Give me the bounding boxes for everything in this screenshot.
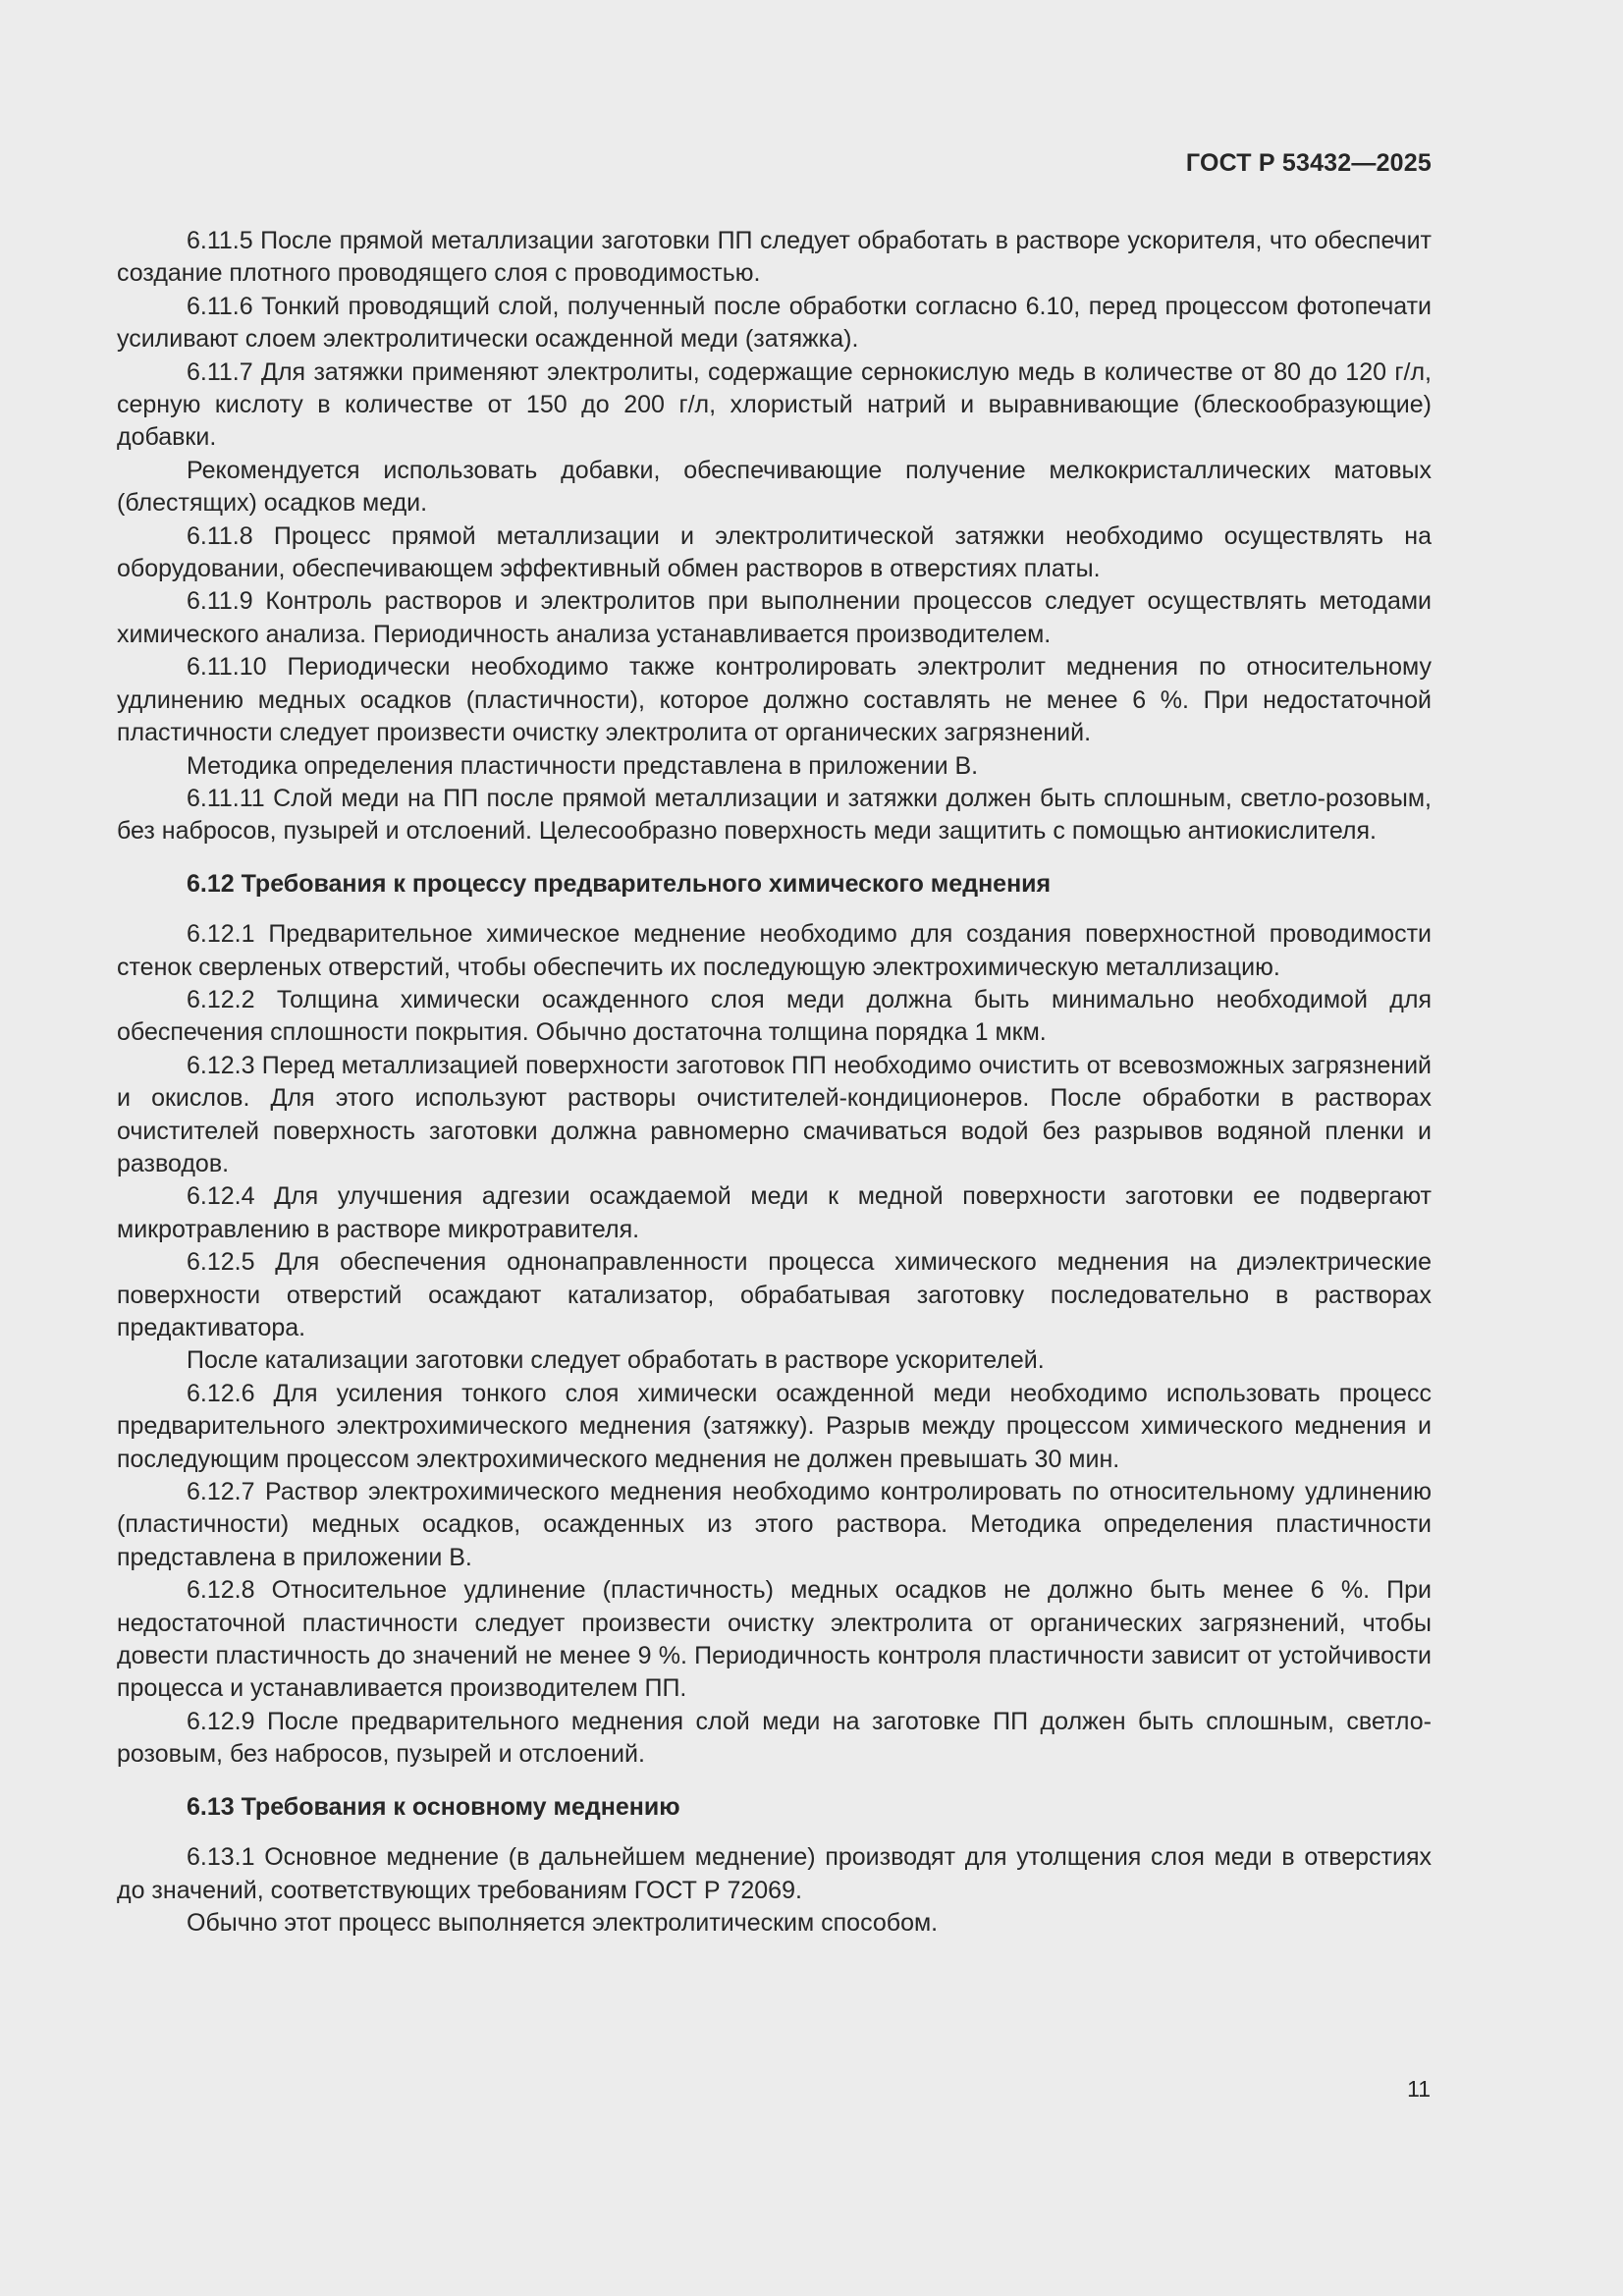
paragraph-6-12-7: 6.12.7 Раствор электрохимического меднения необходимо контролировать по относительному удлинению (пластичности) медных осадков, осажденных из этого раствора. Методика определения пластичности представлена в приложении В. (117, 1478, 1432, 1571)
paragraph-6-12-5: 6.12.5 Для обеспечения однонаправленности процесса химического меднения на диэлектрические поверхности отверстий осаждают катализатор, обрабатывая заготовку последовательно в растворах предактиватора. (117, 1248, 1432, 1341)
paragraph-catalysis-followup: После катализации заготовки следует обработать в растворе ускорителей. (187, 1346, 1045, 1375)
document-body (117, 225, 1432, 1940)
paragraph-6-12-3: 6.12.3 Перед металлизацией поверхности заготовок ПП необходимо очистить от всевозможных загрязнений и окислов. Для этого используют растворы очистителей-кондиционеров. После обработки в растворах очистителей поверхность заготовки должна равномерно смачиваться водой без разрывов водяной пленки и разводов. (117, 1051, 1432, 1177)
paragraph-6-11-10: 6.11.10 Периодически необходимо также контролировать электролит меднения по относительному удлинению медных осадков (пластичности), которое должно составлять не менее 6 %. При недостаточной пластичности следует произвести очистку электролита от органических загрязнений. (117, 653, 1432, 747)
document-code-header: ГОСТ Р 53432—2025 (1185, 149, 1432, 177)
page-number: 11 (1407, 2076, 1431, 2102)
section-heading-6-13: 6.13 Требования к основному меднению (187, 1792, 680, 1821)
paragraph-6-11-11: 6.11.11 Слой меди на ПП после прямой металлизации и затяжки должен быть сплошным, светло-розовым, без набросов, пузырей и отслоений. Целесообразно поверхность меди защитить с помощью антиокислителя. (117, 784, 1432, 846)
paragraph-6-11-5: 6.11.5 После прямой металлизации заготовки ПП следует обработать в растворе ускорителя, что обеспечит создание плотного проводящего слоя с проводимостью. (117, 227, 1432, 288)
paragraph-6-12-9: 6.12.9 После предварительного меднения слой меди на заготовке ПП должен быть сплошным, светло-розовым, без набросов, пузырей и отслоений. (117, 1707, 1432, 1769)
paragraph-6-11-9: 6.11.9 Контроль растворов и электролитов при выполнении процессов следует осуществлять методами химического анализа. Периодичность анализа устанавливается производителем. (117, 587, 1432, 648)
paragraph-6-12-2: 6.12.2 Толщина химически осажденного слоя меди должна быть минимально необходимой для обеспечения сплошности покрытия. Обычно достаточна толщина порядка 1 мкм. (117, 985, 1432, 1047)
paragraph-6-12-1: 6.12.1 Предварительное химическое меднение необходимо для создания поверхностной проводимости стенок сверленых отверстий, чтобы обеспечить их последующую электрохимическую металлизацию. (117, 920, 1432, 981)
section-heading-6-12: 6.12 Требования к процессу предварительного химического меднения (187, 869, 1052, 898)
paragraph-6-12-6: 6.12.6 Для усиления тонкого слоя химически осажденной меди необходимо использовать процесс предварительного электрохимического меднения (затяжку). Разрыв между процессом химического меднения и последующим процессом электрохимического меднения не должен превышать 30 мин. (117, 1379, 1432, 1473)
paragraph-plasticity-method: Методика определения пластичности представлена в приложении В. (187, 751, 979, 780)
paragraph-electrolytic-method: Обычно этот процесс выполняется электролитическим способом. (187, 1908, 939, 1937)
paragraph-6-12-4: 6.12.4 Для улучшения адгезии осаждаемой меди к медной поверхности заготовки ее подвергают микротравлению в растворе микротравителя. (117, 1182, 1432, 1243)
paragraph-6-11-6: 6.11.6 Тонкий проводящий слой, полученный после обработки согласно 6.10, перед процессом фотопечати усиливают слоем электролитически осажденной меди (затяжка). (117, 292, 1432, 354)
paragraph-6-13-1: 6.13.1 Основное меднение (в дальнейшем меднение) производят для утолщения слоя меди в отверстиях до значений, соответствующих требованиям ГОСТ Р 72069. (117, 1843, 1432, 1904)
paragraph-6-11-8: 6.11.8 Процесс прямой металлизации и электролитической затяжки необходимо осуществлять на оборудовании, обеспечивающем эффективный обмен растворов в отверстиях платы. (117, 521, 1432, 583)
paragraph-6-12-8: 6.12.8 Относительное удлинение (пластичность) медных осадков не должно быть менее 6 %. При недостаточной пластичности следует произвести очистку электролита от органических загрязнений, чтобы довести пластичность до значений не менее 9 %. Периодичность контроля пластичности зависит от устойчивости процесса и устанавливается производителем ПП. (117, 1576, 1432, 1703)
paragraph-6-11-7: 6.11.7 Для затяжки применяют электролиты, содержащие сернокислую медь в количестве от 80 до 120 г/л, серную кислоту в количестве от 150 до 200 г/л, хлористый натрий и выравнивающие (блескообразующие) добавки. (117, 357, 1432, 452)
paragraph-additives-recommendation: Рекомендуется использовать добавки, обеспечивающие получение мелкокристаллических матовых (блестящих) осадков меди. (117, 456, 1432, 518)
